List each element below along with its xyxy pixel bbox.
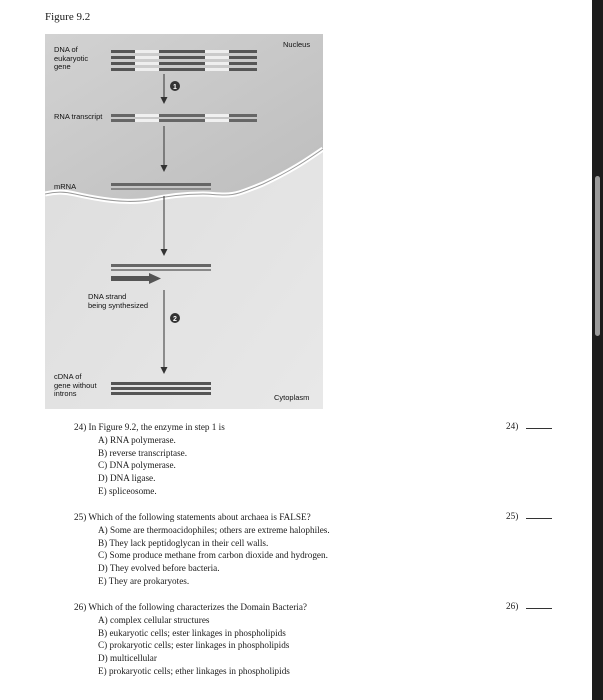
question-stem: 24) In Figure 9.2, the enzyme in step 1 is <box>74 422 225 432</box>
cdna <box>111 382 211 395</box>
label-cdna: cDNA of gene without introns <box>54 372 97 398</box>
label-rna-transcript: RNA transcript <box>54 112 103 121</box>
mrna-bar <box>111 183 211 186</box>
choice: D) multicellular <box>98 653 157 664</box>
step-1-label: 1 <box>173 84 177 91</box>
answer-blank <box>526 511 552 519</box>
answer-slot-24 <box>506 421 552 431</box>
viewer-edge <box>592 0 603 700</box>
figure-title: Figure 9.2 <box>45 11 91 23</box>
choice: C) DNA polymerase. <box>98 460 176 471</box>
question-stem: 25) Which of the following statements about archaea is FALSE? <box>74 512 311 522</box>
question-25 <box>74 511 330 588</box>
step-2-label: 2 <box>173 316 177 323</box>
choice: E) They are prokaryotes. <box>98 575 190 586</box>
answer-blank <box>526 601 552 609</box>
choice: E) spliceosome. <box>98 485 157 496</box>
label-nucleus: Nucleus <box>283 40 311 49</box>
mrna-template <box>111 264 211 267</box>
choice: B) eukaryotic cells; ester linkages in phospholipids <box>98 627 286 638</box>
answer-blank <box>526 421 552 429</box>
choice: A) Some are thermoacidophiles; others are extreme halophiles. <box>98 524 330 535</box>
scrollbar-thumb[interactable] <box>595 176 600 336</box>
label-mrna: mRNA <box>54 182 77 191</box>
choice: D) They evolved before bacteria. <box>98 563 220 574</box>
label-dna: DNA of eukaryotic gene <box>54 45 89 71</box>
choice: C) prokaryotic cells; ester linkages in phospholipids <box>98 640 290 651</box>
figure-diagram <box>45 34 323 409</box>
choice: E) prokaryotic cells; ether linkages in phospholipids <box>98 665 290 676</box>
answer-number: 24) <box>506 421 519 431</box>
choice: B) They lack peptidoglycan in their cell walls. <box>98 537 269 548</box>
choice: D) DNA ligase. <box>98 473 156 484</box>
question-26 <box>74 601 307 678</box>
answer-number: 26) <box>506 601 519 611</box>
question-stem: 26) Which of the following characterizes the Domain Bacteria? <box>74 602 307 612</box>
label-cytoplasm: Cytoplasm <box>274 393 310 402</box>
label-dna-strand: DNA strand being synthesized <box>88 292 149 310</box>
choice: A) complex cellular structures <box>98 614 210 625</box>
answer-slot-25 <box>506 511 552 521</box>
choice: B) reverse transcriptase. <box>98 447 188 458</box>
choice: C) Some produce methane from carbon dioxide and hydrogen. <box>98 550 328 561</box>
choice: A) RNA polymerase. <box>98 434 176 445</box>
answer-number: 25) <box>506 511 519 521</box>
answer-slot-26 <box>506 601 552 611</box>
figure-illustration <box>45 34 323 409</box>
question-24 <box>74 421 225 498</box>
